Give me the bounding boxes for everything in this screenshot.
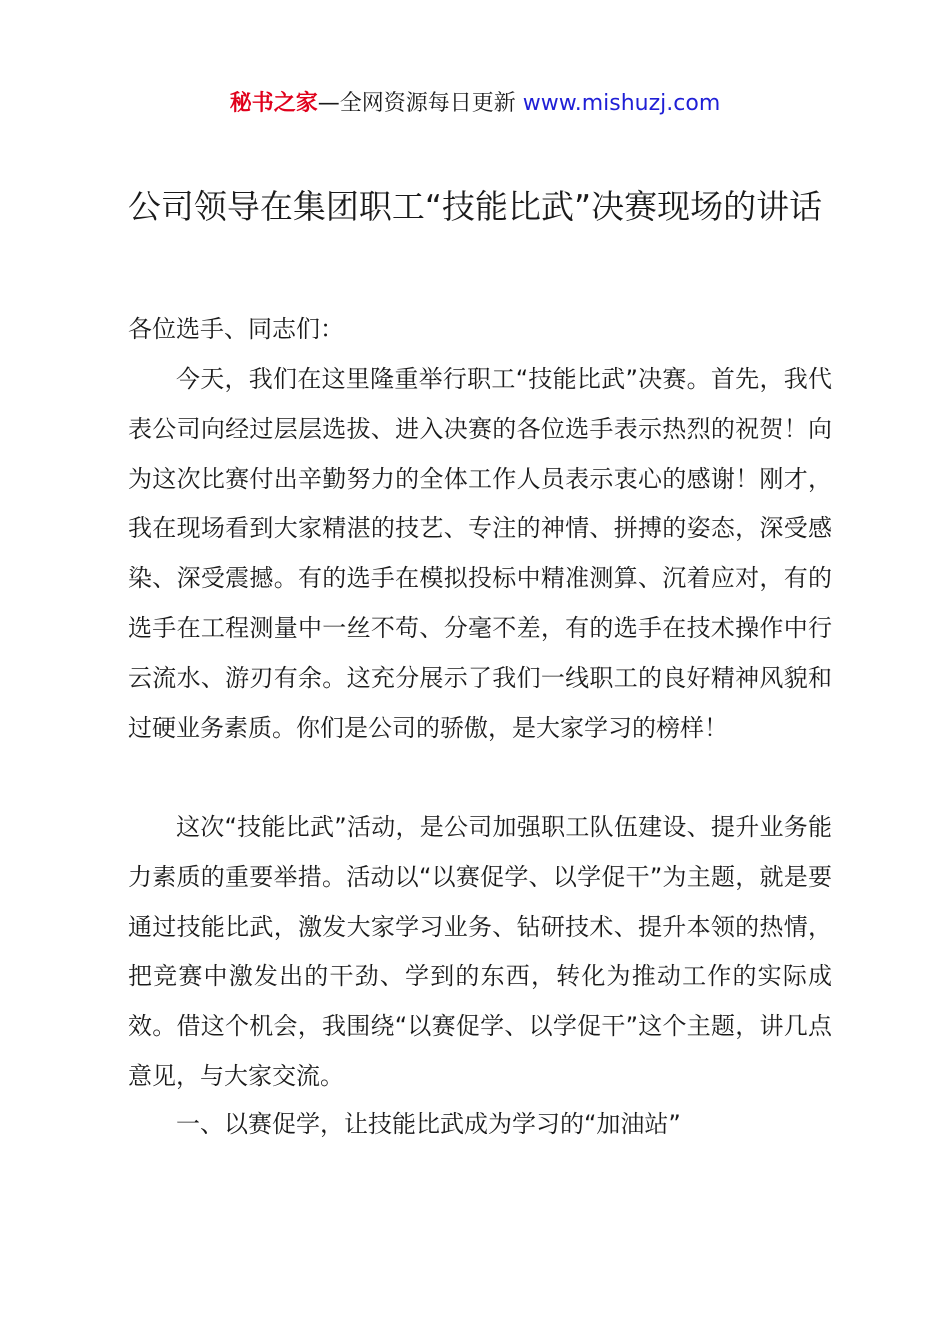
document-title: 公司领导在集团职工“技能比武”决赛现场的讲话 [127,187,823,226]
brand-name: 秘书之家 [229,91,318,116]
site-header [0,88,950,120]
paragraph-theme: 这次“技能比武”活动，是公司加强职工队伍建设、提升业务能力素质的重要举措。活动以“以赛促学、以学促干”为主题，就是要通过技能比武，激发大家学习业务、钻研技术、提升本领的热情，把竞赛中激发出的干劲、学到的东西，转化为推动工作的实际成效。借这个机会，我围绕“以赛促学、以学促干”这个主题，讲几点意见，与大家交流。 [128,813,832,1090]
salutation: 各位选手、同志们： [128,315,344,343]
header-tagline: —全网资源每日更新 [317,91,523,116]
section-heading: 一、以赛促学，让技能比武成为学习的“加油站” [176,1110,681,1138]
paragraph-opening: 今天，我们在这里隆重举行职工“技能比武”决赛。首先，我代表公司向经过层层选拔、进入决赛的各位选手表示热烈的祝贺！向为这次比赛付出辛勤努力的全体工作人员表示衷心的感谢！刚才，我在现场看到大家精湛的技艺、专注的神情、拼搏的姿态，深受感染、深受震撼。有的选手在模拟投标中精准测算、沉着应对，有的选手在工程测量中一丝不苟、分毫不差，有的选手在技术操作中行云流水、游刃有余。这充分展示了我们一线职工的良好精神风貌和过硬业务素质。你们是公司的骄傲，是大家学习的榜样！ [128,365,832,742]
site-url-link[interactable]: www.mishuzj.com [522,91,721,116]
